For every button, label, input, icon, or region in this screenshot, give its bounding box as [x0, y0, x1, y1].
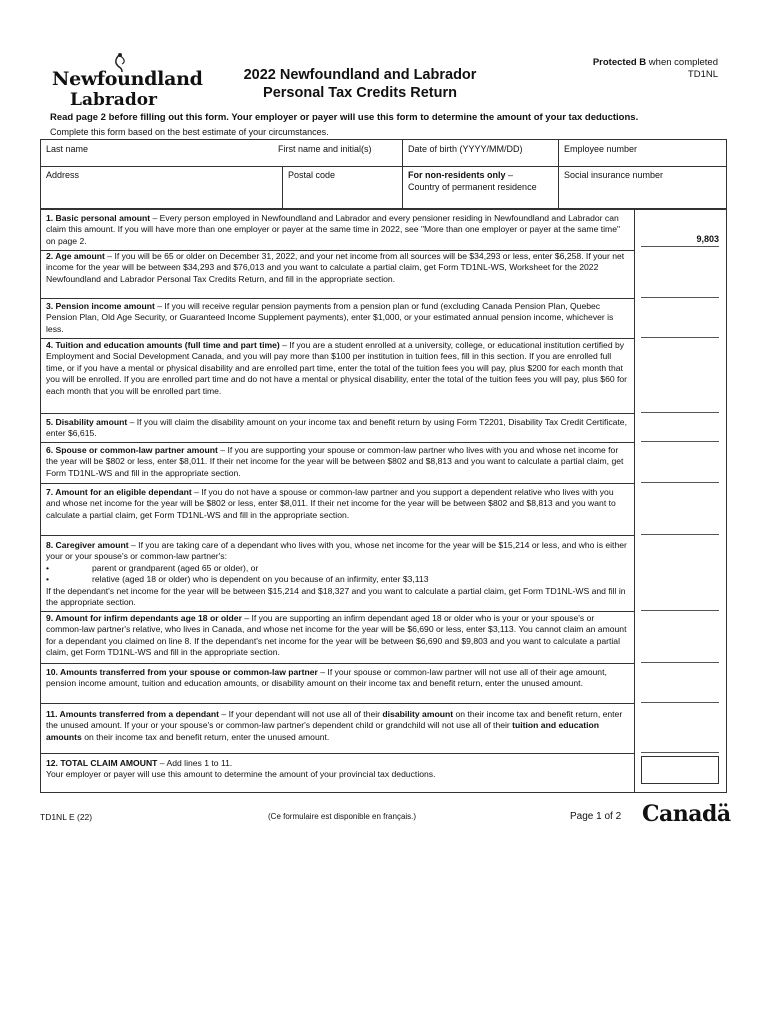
divider-3	[40, 338, 634, 339]
postal-code-field[interactable]: Postal code	[288, 170, 336, 180]
section-8-tail: If the dependant's net income for the year will be between $15,214 and $18,327 and you want to calculate a partial claim, get Form TD1NL-WS and fill in the appropriate section.	[46, 585, 626, 608]
section-6-spouse	[46, 445, 630, 479]
section-12-body: – Add lines 1 to 11.	[157, 758, 233, 768]
sin-field[interactable]: Social insurance number	[564, 170, 664, 180]
section-11-bold-3: tuition and education amounts	[46, 720, 600, 742]
divider-5	[40, 442, 634, 443]
amount-3-field[interactable]	[641, 325, 719, 338]
amount-5-field[interactable]	[641, 429, 719, 442]
section-11-head: 11. Amounts transferred from a dependant	[46, 709, 220, 719]
section-10-head: 10. Amounts transferred from your spouse or common-law partner	[46, 667, 318, 677]
complete-note: Complete this form based on the best estimate of your circumstances.	[50, 127, 329, 137]
section-8-bullet-2-text: relative (aged 18 or older) who is dependent on you because of an infirmity, enter $3,113	[92, 574, 429, 585]
footer-french-note: (Ce formulaire est disponible en français.)	[268, 812, 417, 821]
divider-11	[40, 753, 634, 754]
read-note: Read page 2 before filling out this form. Your employer or payer will use this form to determine the amount of your tax deductions.	[50, 112, 639, 123]
section-4-head: 4. Tuition and education amounts (full time and part time)	[46, 340, 280, 350]
title-line1: 2022 Newfoundland and Labrador	[243, 67, 477, 83]
section-12-line2: Your employer or payer will use this amount to determine the amount of your provincial tax deductions.	[46, 769, 436, 780]
section-8-caregiver	[46, 540, 630, 608]
amount-8-field[interactable]	[641, 598, 719, 611]
amount-column-divider	[634, 209, 635, 793]
section-11-bold-2: disability amount	[382, 709, 454, 719]
section-11-body: – If your dependant will not use all of their	[219, 709, 383, 719]
amount-1-field[interactable]: 9,803	[641, 234, 719, 247]
section-5-body: – If you will claim the disability amount on your income tax and benefit return by using Form T2201, Disability Tax Credit Certificate, enter $6,615.	[46, 417, 627, 439]
section-9-infirm-dependants	[46, 613, 630, 659]
divider-10	[40, 703, 634, 704]
identity-vline-3	[282, 166, 283, 209]
logo-line1: Newfoundland	[52, 68, 203, 90]
section-8-body: – If you are taking care of a dependant who lives with you, whose net income for the year will be $15,214 or less, and who is either your or your spouse's or common-law partner's:	[46, 540, 627, 562]
divider-9	[40, 663, 634, 664]
form-code: TD1NL	[687, 69, 718, 80]
footer-page-number: Page 1 of 2	[570, 811, 622, 822]
first-name-field[interactable]: First name and initial(s)	[278, 144, 372, 154]
nl-government-logo	[48, 52, 203, 112]
dob-field[interactable]: Date of birth (YYYY/MM/DD)	[408, 144, 523, 154]
title-line2: Personal Tax Credits Return	[263, 85, 457, 101]
total-claim-amount-field[interactable]	[641, 756, 719, 784]
protected-rest: when completed	[646, 57, 718, 68]
bullet-icon: •	[46, 562, 50, 573]
section-5-disability	[46, 417, 630, 440]
divider-6	[40, 483, 634, 484]
section-2-body: – If you will be 65 or older on December 31, 2022, and your net income from all sources will be $34,293 or less, enter $6,258. If your net income for the year will be between $34,293 and $76,013 and you want to calculate a partial claim, get Form TD1NL-WS, Worksheet for the 2022 Newfoundland and Labrador Personal Tax Credits Return, and fill in the appropriate section.	[46, 251, 625, 284]
section-5-head: 5. Disability amount	[46, 417, 128, 427]
section-11-body-3: on their income tax and benefit return, enter the unused amount.	[81, 731, 330, 742]
employee-number-field[interactable]: Employee number	[564, 144, 638, 154]
amount-11-field[interactable]	[641, 740, 719, 753]
section-9-head: 9. Amount for infirm dependants age 18 or older	[46, 613, 242, 623]
divider-2	[40, 298, 634, 299]
canada-wordmark: Canadä	[642, 801, 731, 827]
divider-8	[40, 611, 634, 612]
section-2-head: 2. Age amount	[46, 251, 105, 261]
section-3-body: – If you will receive regular pension payments from a pension plan or fund (excluding Canada Pension Plan, Quebec Pension Plan, Old Age Security, or Guaranteed Income Supplement payments), enter $1,000, or your estimated annual pension income, whichever is less.	[46, 301, 614, 334]
form-title	[210, 66, 510, 102]
amount-4-field[interactable]	[641, 400, 719, 413]
section-4-body: – If you are a student enrolled at a university, college, or educational institution certified by Employment and Social Development Canada, and you will pay more than $100 per institution in tuition fees, fill in this section. If you are enrolled full time, or if you have a mental or physical disability and are enrolled part time, enter the total of the tuition fees you will pay, plus $200 for each month that you will be enrolled. If you are enrolled part time and do not have a mental or physical disability, enter the total of the tuition fees you will pay, plus $60 for each month that you will be enrolled part time.	[46, 340, 628, 396]
section-12-total	[46, 758, 630, 781]
identity-vline-2	[558, 139, 559, 209]
section-11-body-2: on their income tax and benefit return, enter the unused amount. If your or your spouse's or common-law partner's dependent child or grandchild will not use all of their	[46, 709, 623, 731]
section-6-body: – If you are supporting your spouse or common-law partner who lives with you and whose net income for the year will be $802 or less, enter $8,011. If their net income for the year will be between $802 and $8,813 and you want to calculate a partial claim, get Form TD1NL-WS and fill in the appropriate section.	[46, 445, 624, 478]
last-name-field[interactable]: Last name	[46, 144, 89, 154]
section-8-head: 8. Caregiver amount	[46, 540, 129, 550]
section-8-bullet-1-text: parent or grandparent (aged 65 or older), or	[92, 562, 259, 573]
amount-10-field[interactable]	[641, 690, 719, 703]
section-1-head: 1. Basic personal amount	[46, 213, 151, 223]
protected-notice	[593, 57, 718, 81]
amount-6-field[interactable]	[641, 470, 719, 483]
section-10-spouse-transfer	[46, 667, 630, 690]
section-7-head: 7. Amount for an eligible dependant	[46, 487, 192, 497]
section-7-body: – If you do not have a spouse or common-law partner and you support a dependent relative who lives with you and whose net income for the year will be $802 or less, enter $8,011. If their net income for the year will be between $802 and $8,813 and you want to calculate a partial claim, get Form TD1NL-WS and fill in the appropriate section.	[46, 487, 616, 520]
section-6-head: 6. Spouse or common-law partner amount	[46, 445, 218, 455]
section-2-age	[46, 251, 630, 285]
section-10-body: – If your spouse or common-law partner will not use all of their age amount, pension income amount, tuition and education amounts, or disability amount on their income tax and benefit return, enter the unused amount.	[46, 667, 607, 689]
identity-vline-1	[402, 139, 403, 209]
logo-line2: Labrador	[70, 90, 158, 110]
footer-form-code: TD1NL E (22)	[40, 812, 93, 822]
section-12-head: 12. TOTAL CLAIM AMOUNT	[46, 758, 158, 768]
section-7-eligible-dependant	[46, 487, 630, 521]
section-3-head: 3. Pension income amount	[46, 301, 155, 311]
section-1-body: – Every person employed in Newfoundland and Labrador and every pensioner residing in Newfoundland and Labrador can claim this amount. If you will have more than one employer or payer at the same time in 2022, see "More than one employer or payer at the same time" on page 2.	[46, 213, 621, 246]
non-res-dash: –	[505, 170, 514, 180]
section-11-dependant-transfer	[46, 709, 630, 743]
protected-label: Protected B	[592, 57, 647, 68]
country-field[interactable]	[408, 170, 537, 193]
bullet-icon: •	[46, 574, 50, 585]
non-res-label: For non-residents only	[408, 170, 506, 180]
section-9-body: – If you are supporting an infirm dependant aged 18 or older who is your or your spouse's or common-law partner's relative, who lives in Canada, and whose net income for the year will be $6,690 or less, enter $3,113. You cannot claim an amount for a dependant you claimed on line 8. If the dependant's net income for the year will be between $6,690 and $9,803 and you want to calculate a partial claim, get Form TD1NL-WS and fill in the appropriate section.	[46, 613, 627, 658]
amount-9-field[interactable]	[641, 650, 719, 663]
section-3-pension	[46, 301, 630, 335]
divider-7	[40, 535, 634, 536]
section-1-basic-personal	[46, 213, 630, 247]
section-8-bullet-2	[46, 574, 630, 585]
amount-2-field[interactable]	[641, 285, 719, 298]
amount-7-field[interactable]	[641, 522, 719, 535]
country-label: Country of permanent residence	[408, 182, 537, 192]
divider-4	[40, 413, 634, 414]
address-field[interactable]: Address	[46, 170, 80, 180]
section-4-tuition	[46, 340, 630, 397]
identity-divider	[40, 166, 727, 167]
section-8-bullet-1	[46, 563, 630, 574]
